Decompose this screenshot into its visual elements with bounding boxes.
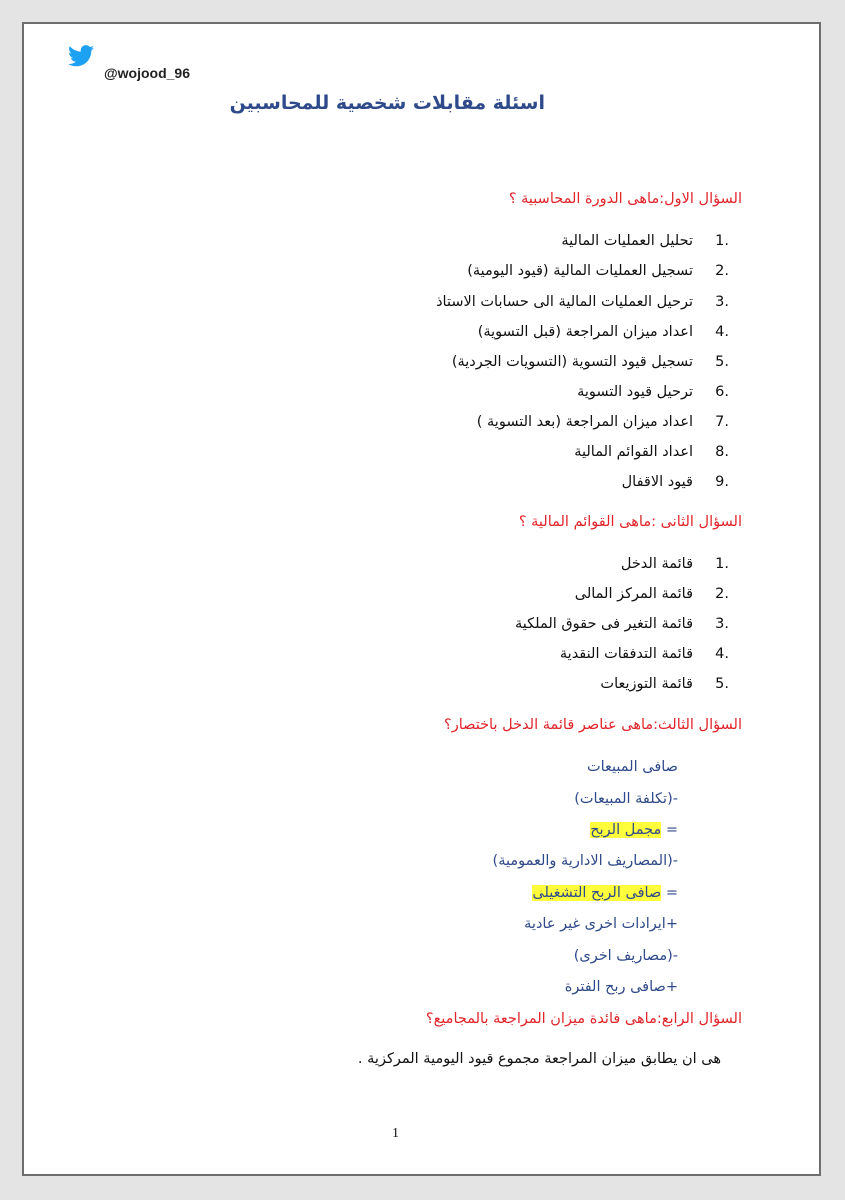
question-1: السؤال الاول:ماهى الدورة المحاسبية ؟ [508,191,742,207]
list-item: 5. قائمة التوزيعات [600,676,729,692]
page-number: 1 [392,1126,399,1141]
list-item: 6. ترحيل قيود التسوية [577,384,729,400]
income-line: -(تكلفة المبيعات) [574,791,678,807]
income-line-highlighted: = صافى الربح التشغيلى [532,885,678,901]
income-line: +صافى ربح الفترة [564,979,678,995]
income-line: -(المصاريف الادارية والعمومية) [492,853,678,869]
list-item: 9. قيود الاقفال [621,474,729,490]
twitter-bird-icon [68,44,94,68]
document-page [22,22,821,1176]
question-3: السؤال الثالث:ماهى عناصر قائمة الدخل باختصار؟ [444,717,742,733]
list-item: 5. تسجيل قيود التسوية (التسويات الجردية) [451,354,729,370]
list-item: 1. قائمة الدخل [620,556,729,572]
list-item: 3. قائمة التغير فى حقوق الملكية [514,616,729,632]
twitter-handle: @wojood_96 [104,65,190,81]
list-item: 3. ترحيل العمليات المالية الى حسابات الاستاذ [436,294,729,310]
list-item: 4. اعداد ميزان المراجعة (قبل التسوية) [477,324,729,340]
answer-4: هى ان يطابق ميزان المراجعة مجموع قيود اليومية المركزية . [357,1051,721,1067]
question-2: السؤال الثانى :ماهى القوائم المالية ؟ [518,514,742,530]
list-item: 4. قائمة التدفقات النقدية [559,646,729,662]
list-item: 2. تسجيل العمليات المالية (قيود اليومية) [467,263,729,279]
income-line: -(مصاريف اخرى) [573,948,678,964]
list-item: 8. اعداد القوائم المالية [574,444,729,460]
income-line-highlighted: = مجمل الربح [590,822,678,838]
list-item: 7. اعداد ميزان المراجعة (بعد التسوية ) [476,414,729,430]
list-item: 1. تحليل العمليات المالية [561,233,729,249]
document-title: اسئلة مقابلات شخصية للمحاسبين [229,92,545,114]
question-4: السؤال الرابع:ماهى فائدة ميزان المراجعة بالمجاميع؟ [425,1011,742,1027]
income-line: +ايرادات اخرى غير عادية [524,916,678,932]
list-item: 2. قائمة المركز المالى [574,586,729,602]
income-line: صافى المبيعات [586,759,678,775]
